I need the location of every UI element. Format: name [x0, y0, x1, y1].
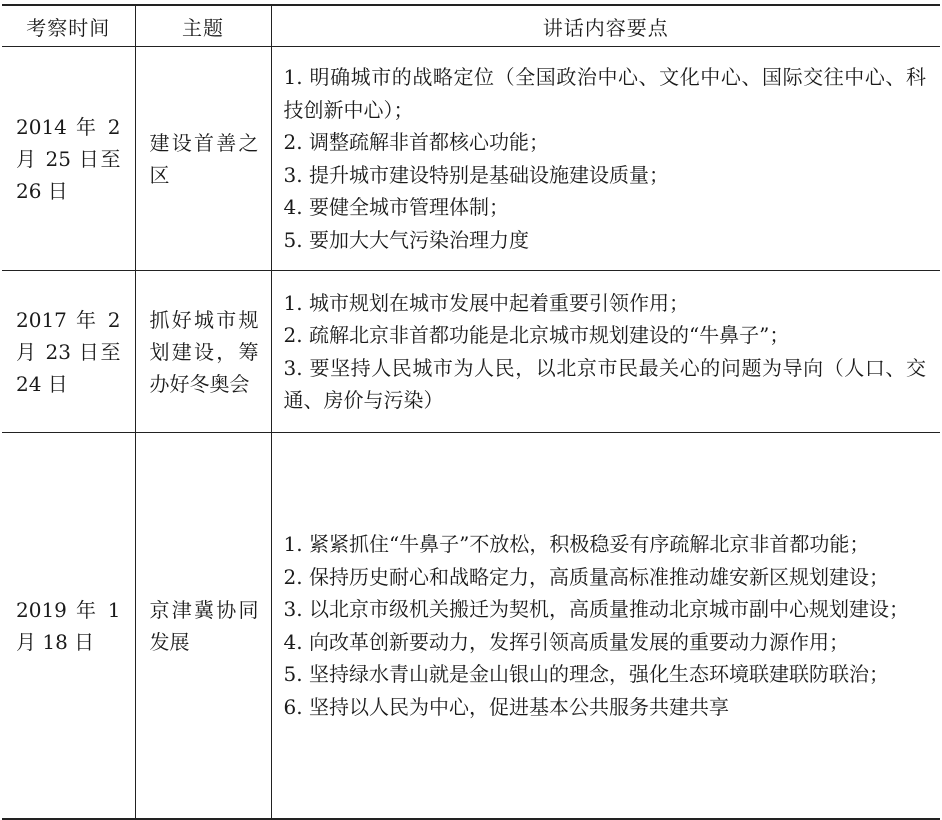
point-item: 3. 以北京市级机关搬迁为契机，高质量推动北京城市副中心规划建设；	[283, 597, 909, 621]
point-item: 3. 要坚持人民城市为人民，以北京市民最关心的问题为导向（人口、交通、房价与污染）	[283, 355, 926, 412]
point-item: 2. 调整疏解非首都核心功能；	[283, 130, 549, 154]
header-date: 考察时间	[2, 5, 135, 47]
header-theme: 主题	[135, 5, 271, 47]
header-points: 讲话内容要点	[271, 5, 940, 47]
table-row	[2, 47, 940, 271]
table-row	[2, 433, 940, 820]
point-item: 1. 城市规划在城市发展中起着重要引领作用；	[283, 290, 689, 315]
points-cell	[271, 271, 940, 433]
points-cell	[271, 433, 940, 820]
point-item: 3. 提升城市建设特别是基础设施建设质量；	[283, 162, 669, 187]
point-item: 2. 保持历史耐心和战略定力，高质量高标准推动雄安新区规划建设；	[283, 564, 889, 589]
point-item: 5. 坚持绿水青山就是金山银山的理念，强化生态环境联建联防联治；	[283, 662, 889, 686]
speech-points-table	[2, 4, 940, 820]
theme-cell: 抓好城市规划建设，筹办好冬奥会	[135, 271, 271, 433]
date-cell: 2014 年 2 月 25 日至 26 日	[2, 47, 135, 271]
header-row	[2, 5, 940, 47]
date-cell: 2017 年 2 月 23 日至 24 日	[2, 271, 135, 433]
table-row	[2, 271, 940, 433]
point-item: 2. 疏解北京非首都功能是北京城市规划建设的“牛鼻子”；	[283, 323, 790, 347]
points-cell	[271, 47, 940, 271]
date-cell: 2019 年 1 月 18 日	[2, 433, 135, 820]
point-item: 4. 向改革创新要动力，发挥引领高质量发展的重要动力源作用；	[283, 629, 849, 654]
theme-cell: 建设首善之区	[135, 47, 271, 271]
point-item: 6. 坚持以人民为中心，促进基本公共服务共建共享	[283, 694, 729, 719]
theme-cell: 京津冀协同发展	[135, 433, 271, 820]
point-item: 1. 紧紧抓住“牛鼻子”不放松，积极稳妥有序疏解北京非首都功能；	[283, 532, 870, 556]
point-item: 5. 要加大大气污染治理力度	[283, 227, 529, 252]
point-item: 1. 明确城市的战略定位（全国政治中心、文化中心、国际交往中心、科技创新中心）；	[283, 65, 926, 122]
point-item: 4. 要健全城市管理体制；	[283, 195, 509, 219]
